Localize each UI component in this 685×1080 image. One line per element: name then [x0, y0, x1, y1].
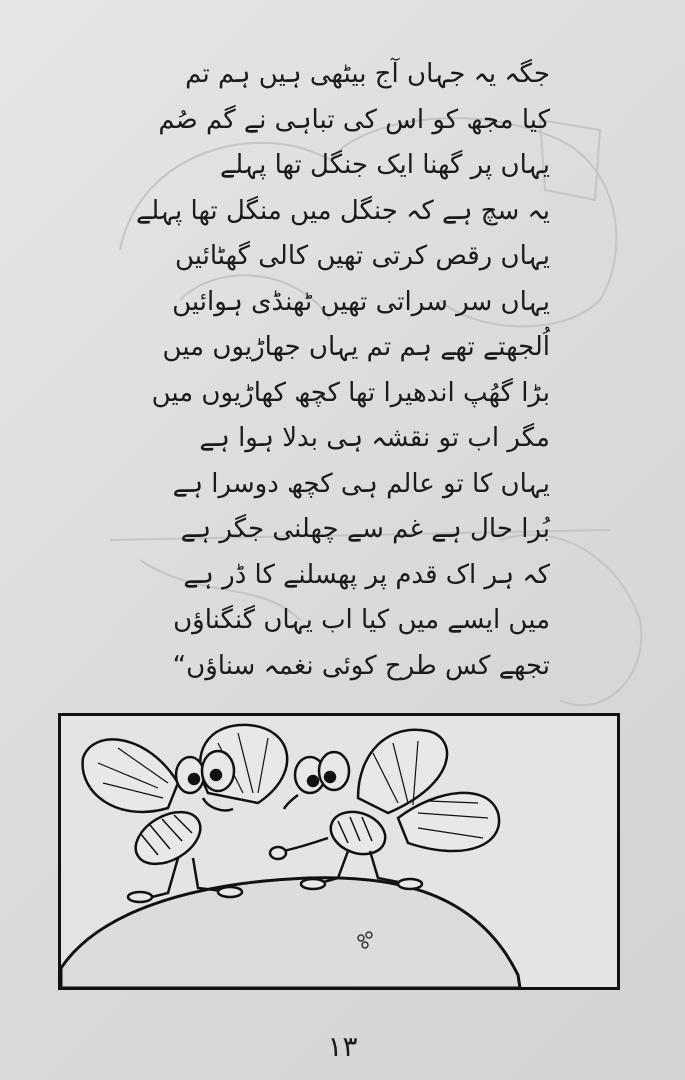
poem-line: اُلجھتے تھے ہم تم یہاں جھاڑیوں میں: [162, 332, 550, 362]
poem-line: یہاں کا تو عالم ہی کچھ دوسرا ہے: [172, 468, 550, 499]
poem-line: تجھے کس طرح کوئی نغمہ سناؤں“: [172, 650, 550, 681]
poem-line: یہاں سر سراتی تھیں ٹھنڈی ہوائیں: [172, 286, 550, 317]
cartoon-flies-illustration: [58, 713, 620, 990]
poem-line: کہ ہر اک قدم پر پھسلنے کا ڈر ہے: [183, 559, 550, 590]
poem-line: مگر اب تو نقشہ ہی بدلا ہوا ہے: [199, 423, 550, 453]
poem-line: کیا مجھ کو اس کی تباہی نے گم صُم: [158, 104, 550, 135]
poem-stanza: [135, 52, 550, 689]
poem-line: میں ایسے میں کیا اب یہاں گنگناؤں: [173, 605, 550, 635]
poem-line: یہاں رقص کرتی تھیں کالی گھٹائیں: [174, 241, 550, 271]
poem-line: بڑا گھُپ اندھیرا تھا کچھ کھاڑیوں میں: [151, 377, 550, 408]
poem-line: بُرا حال ہے غم سے چھلنی جگر ہے: [180, 514, 550, 544]
poem-line: یہ سچ ہے کہ جنگل میں منگل تھا پہلے: [135, 195, 550, 226]
poem-line: جگہ یہ جہاں آج بیٹھی ہیں ہم تم: [185, 59, 550, 89]
page-number: ۱۳: [327, 1030, 358, 1063]
poem-line: یہاں پر گھنا ایک جنگل تھا پہلے: [220, 150, 550, 180]
